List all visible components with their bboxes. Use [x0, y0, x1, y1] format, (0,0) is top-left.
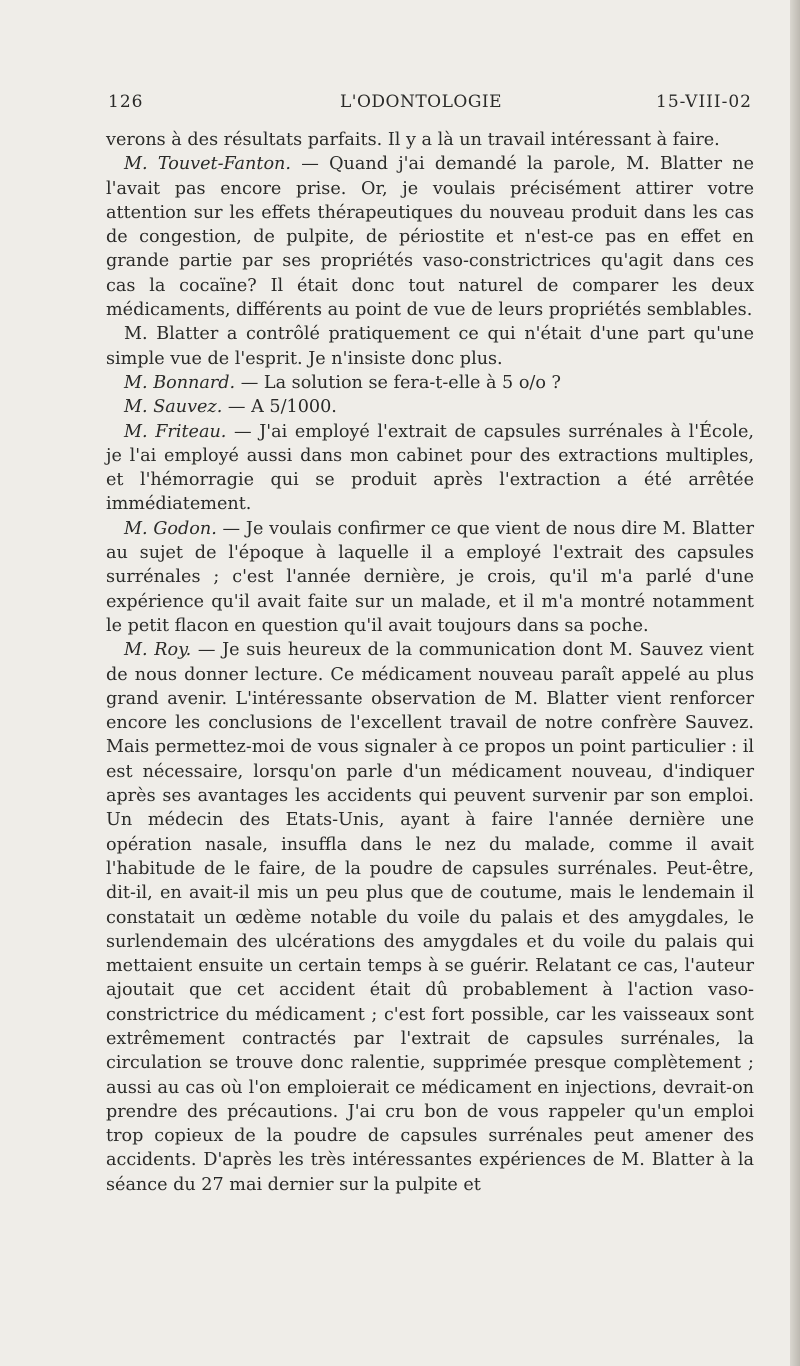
speaker-name: M. Roy.: [124, 640, 192, 661]
speaker-name: M. Sauvez.: [124, 397, 223, 418]
paragraph: [106, 638, 754, 1197]
page-edge: [790, 0, 800, 1366]
paragraph-text: — Je voulais confirmer ce que vient de nous dire M. Blatter au sujet de l'époque à laquelle il a employé l'extrait des capsules surrénales ; c'est l'année dernière, je crois, qu'il m'a parlé d'une expérience qu'il avait faite sur un malade, et il m'a montré notamment le petit flacon en question qu'il avait toujours dans sa poche.: [106, 518, 754, 636]
speaker-name: M. Bonnard.: [124, 372, 236, 393]
paragraph: [106, 128, 754, 152]
paragraph-text: — Je suis heureux de la communication dont M. Sauvez vient de nous donner lecture. Ce médicament nouveau paraît appelé au plus grand avenir. L'intéressante observation de M. Blatter vient renforcer encore les conclusions de l'excellent travail de notre confrère Sauvez. Mais permettez-moi de vous signaler à ce propos un point particulier : il est nécessaire, lorsqu'on parle d'un médicament nouveau, d'indiquer après ses avantages les accidents qui peuvent survenir par son emploi. Un médecin des Etats-Unis, ayant à faire l'année dernière une opération nasale, insuffla dans le nez du malade, comme il avait l'habitude de le faire, de la poudre de capsules surrénales. Peut-être, dit-il, en avait-il mis un peu plus que de coutume, mais le lendemain il constatait un œdème notable du voile du palais et des amygdales, le surlendemain des ulcérations des amygdales et du voile du palais qui mettaient ensuite un certain temps à se guérir. Relatant ce cas, l'auteur ajoutait que cet accident était dû probablement à l'action vaso-constrictrice du médicament ; c'est fort possible, car les vaisseaux sont extrêmement contractés par l'extrait de capsules surrénales, la circulation se trouve donc ralentie, supprimée presque complètement ; aussi au cas où l'on emploierait ce médicament en injections, devrait-on prendre des précautions. J'ai cru bon de vous rappeler qu'un emploi trop copieux de la poudre de capsules surrénales peut amener des accidents. D'après les très intéressantes expériences de M. Blatter à la séance du 27 mai dernier sur la pulpite et: [106, 640, 755, 1195]
paragraph: [106, 371, 754, 395]
issue-date: 15-VIII-02: [656, 92, 752, 112]
paragraph-text: — Quand j'ai demandé la parole, M. Blatter ne l'avait pas encore prise. Or, je voulais précisément attirer votre attention sur les effets thérapeutiques du nouveau produit dans les cas de congestion, de pulpite, de périostite et n'est-ce pas en effet en grande partie par ses propriétés vaso-constrictrices qu'agit dans ces cas la cocaïne? Il était donc tout naturel de comparer les deux médicaments, différents au point de vue de leurs propriétés semblables.: [106, 154, 754, 321]
paragraph-text: — J'ai employé l'extrait de capsules surrénales à l'École, je l'ai employé aussi dans mon cabinet pour des extractions multiples, et l'hémorragie qui se produit après l'extraction a été arrêtée immédiatement.: [106, 421, 754, 515]
running-header: [108, 92, 752, 116]
paragraph-text: — La solution se fera-t-elle à 5 o/o ?: [235, 372, 561, 393]
paragraph: [106, 420, 754, 517]
paragraph-text: — A 5/1000.: [222, 397, 337, 418]
paragraph: [106, 152, 754, 322]
journal-title: L'ODONTOLOGIE: [340, 92, 503, 112]
page-number: 126: [108, 92, 144, 112]
body-text: [106, 128, 754, 1197]
speaker-name: M. Godon.: [124, 518, 217, 539]
speaker-name: M. Friteau.: [124, 421, 227, 442]
paragraph-text: verons à des résultats parfaits. Il y a là un travail intéressant à faire.: [106, 130, 720, 150]
paragraph: [106, 395, 754, 419]
speaker-name: M. Touvet-Fanton.: [124, 154, 291, 175]
paragraph-text: M. Blatter a contrôlé pratiquement ce qui n'était d'une part qu'une simple vue de l'esprit. Je n'insiste donc plus.: [106, 324, 754, 369]
paragraph: [106, 322, 754, 371]
paragraph: [106, 517, 754, 638]
